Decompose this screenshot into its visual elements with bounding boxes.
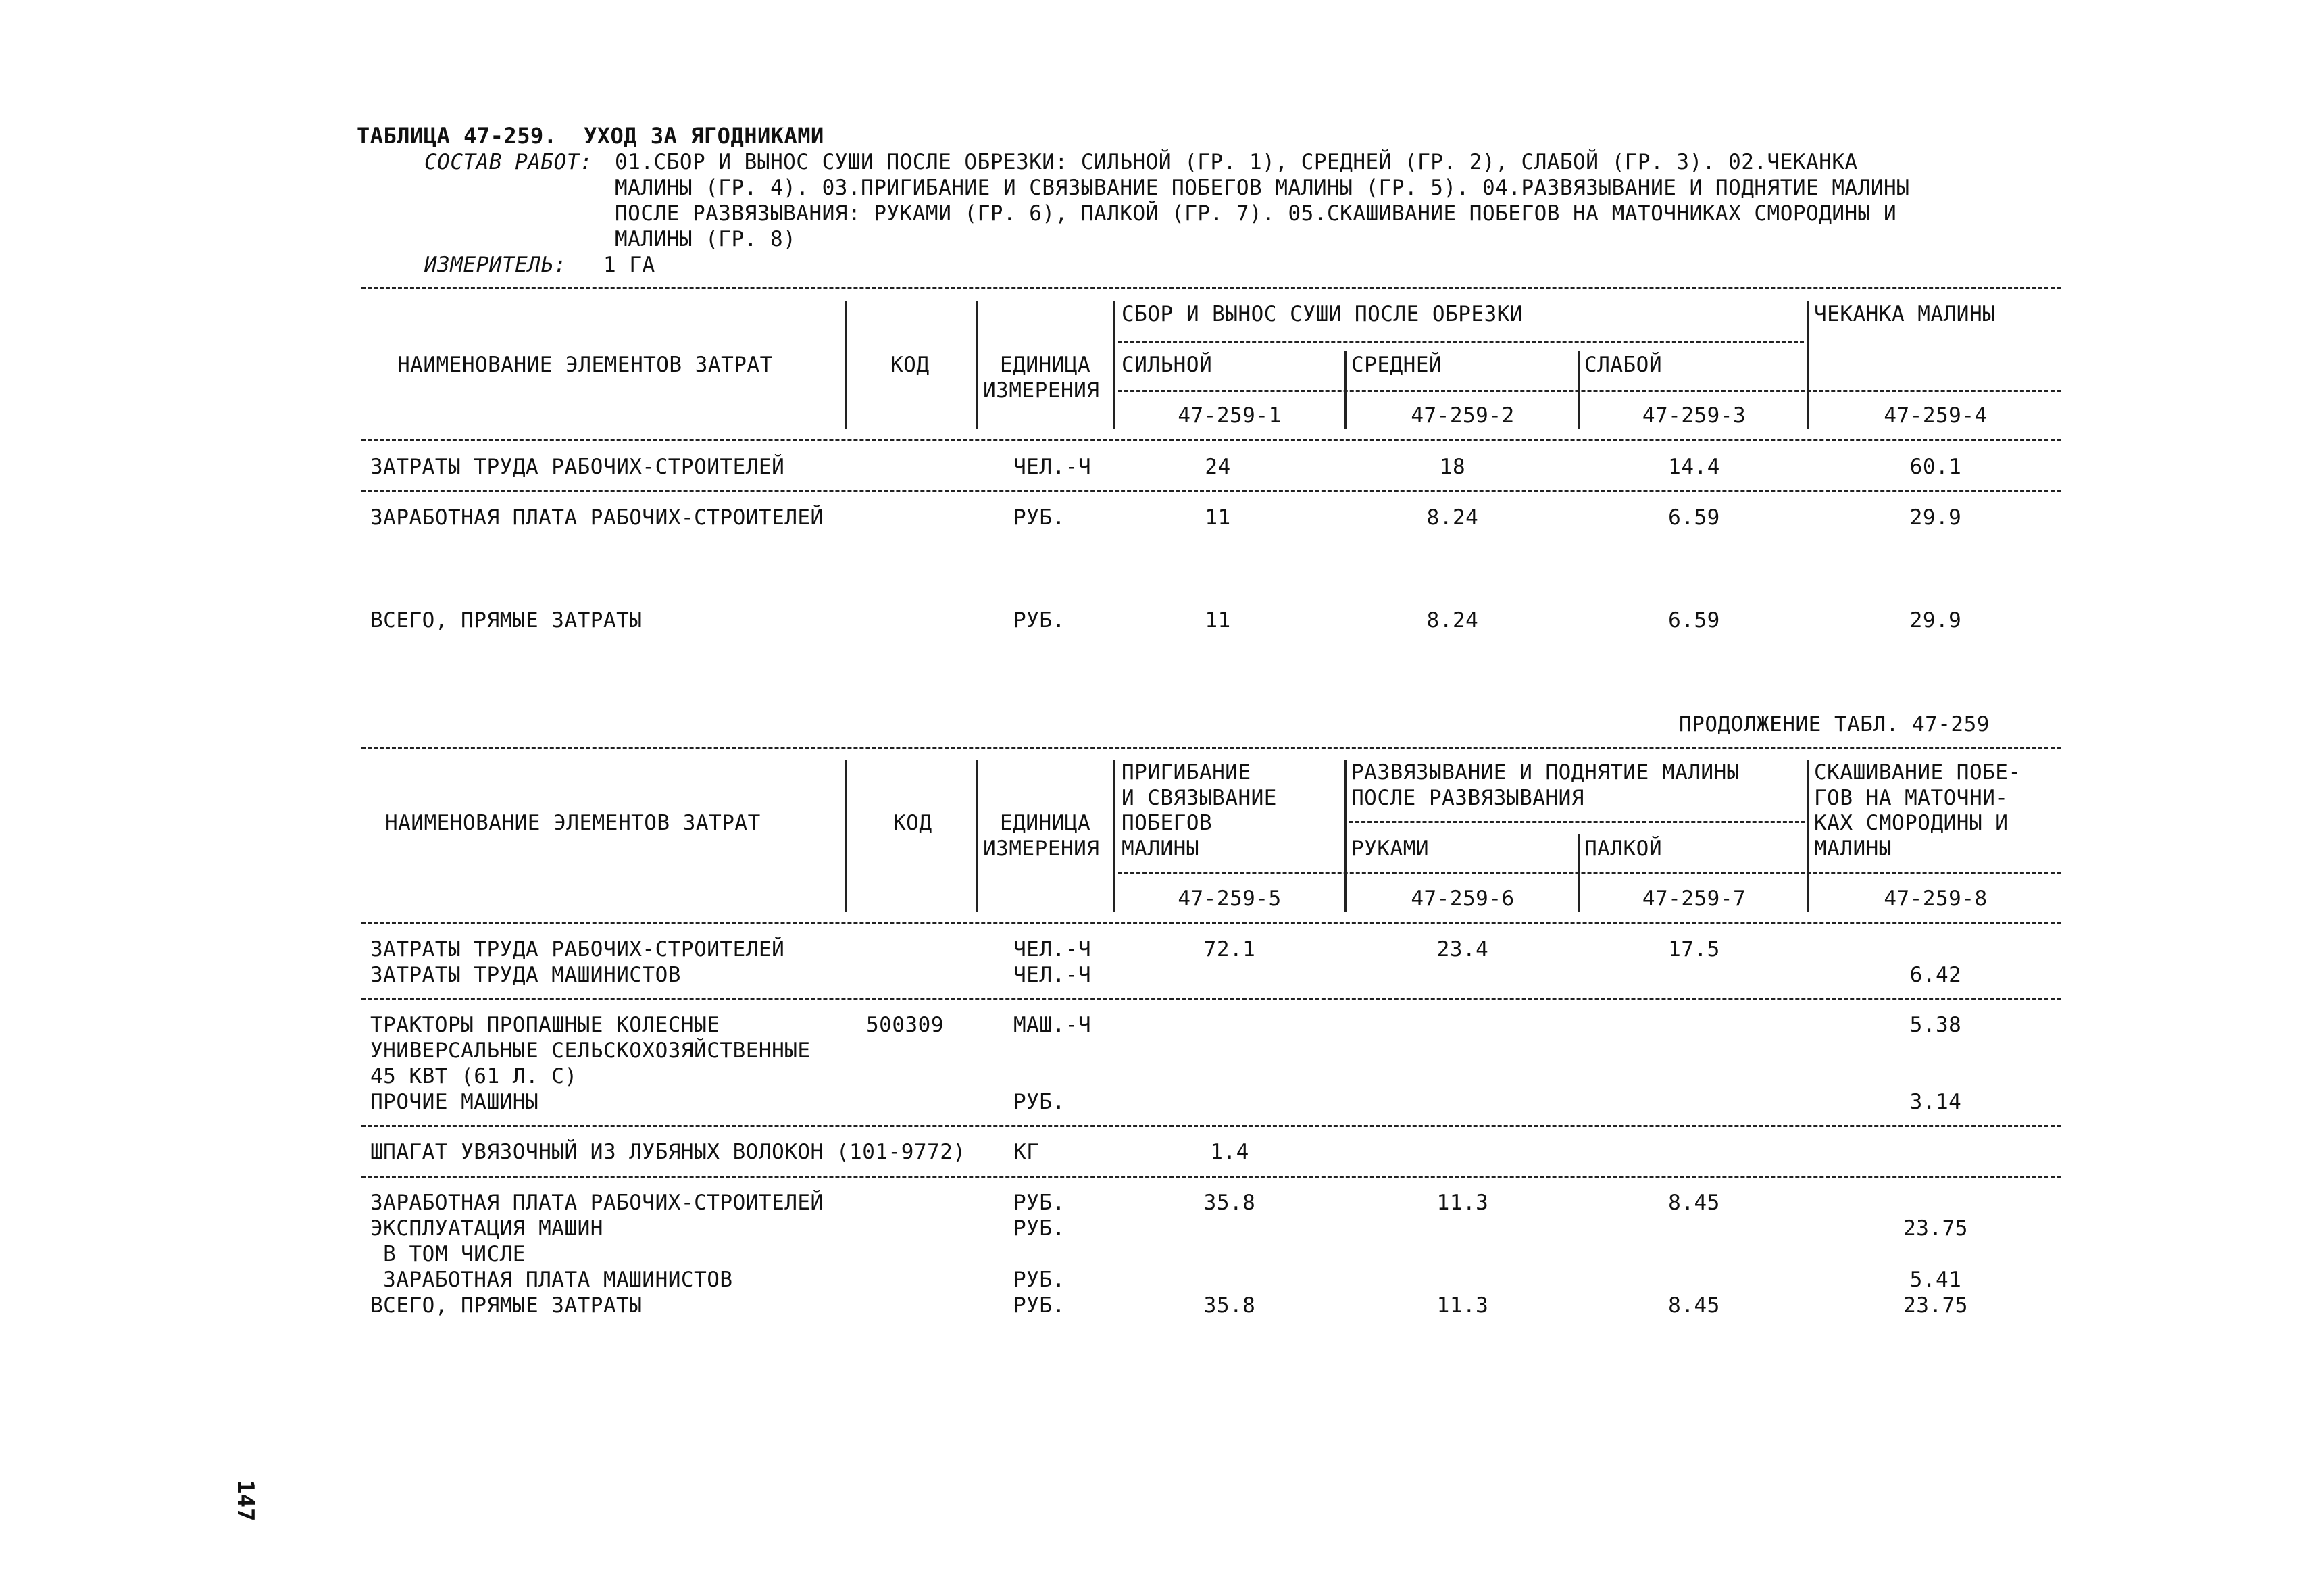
row-value: 23.4 xyxy=(1436,937,1489,962)
col-code: 47-259-5 xyxy=(1178,887,1282,911)
col-code: 47-259-2 xyxy=(1411,403,1515,428)
row-value: 6.42 xyxy=(1909,963,1962,987)
header-group: ПОСЛЕ РАЗВЯЗЫВАНИЯ xyxy=(1351,786,1584,810)
divider xyxy=(976,760,978,912)
col-code: 47-259-4 xyxy=(1884,403,1988,428)
composition-label: СОСТАВ РАБОТ: xyxy=(424,150,593,174)
header-unit: ЕДИНИЦА xyxy=(1000,811,1091,835)
row-name: ЗАТРАТЫ ТРУДА РАБОЧИХ-СТРОИТЕЛЕЙ xyxy=(370,937,785,962)
header-sub: РУКАМИ xyxy=(1351,837,1429,861)
measure-value: 1 ГА xyxy=(603,253,655,277)
row-name: ЗАТРАТЫ ТРУДА РАБОЧИХ-СТРОИТЕЛЕЙ xyxy=(370,455,785,479)
row-unit: РУБ. xyxy=(1013,1090,1065,1114)
row-name: ЭКСПЛУАТАЦИЯ МАШИН xyxy=(370,1216,603,1241)
header-group: СБОР И ВЫНОС СУШИ ПОСЛЕ ОБРЕЗКИ xyxy=(1122,302,1524,326)
divider xyxy=(361,287,2061,289)
divider xyxy=(1807,301,1809,429)
header-col5: МАЛИНЫ xyxy=(1122,837,1199,861)
header-sub: СРЕДНЕЙ xyxy=(1351,353,1442,377)
divider xyxy=(976,301,978,429)
row-value: 14.4 xyxy=(1668,455,1720,479)
header-sub: ПАЛКОЙ xyxy=(1584,837,1662,861)
row-unit: РУБ. xyxy=(1013,1268,1065,1292)
col-code: 47-259-8 xyxy=(1884,887,1988,911)
row-value: 5.41 xyxy=(1909,1268,1962,1292)
row-name: ПРОЧИЕ МАШИНЫ xyxy=(370,1090,539,1114)
row-name: УНИВЕРСАЛЬНЫЕ СЕЛЬСКОХОЗЯЙСТВЕННЫЕ xyxy=(370,1039,811,1063)
col-code: 47-259-1 xyxy=(1178,403,1282,428)
divider xyxy=(845,301,847,429)
header-name: НАИМЕНОВАНИЕ ЭЛЕМЕНТОВ ЗАТРАТ xyxy=(385,811,761,835)
col-code: 47-259-6 xyxy=(1411,887,1515,911)
header-unit: ИЗМЕРЕНИЯ xyxy=(983,837,1100,861)
row-value: 3.14 xyxy=(1909,1090,1962,1114)
header-col5: И СВЯЗЫВАНИЕ xyxy=(1122,786,1277,810)
header-sub: СИЛЬНОЙ xyxy=(1122,353,1213,377)
divider xyxy=(1344,760,1347,912)
composition-line: 01.СБОР И ВЫНОС СУШИ ПОСЛЕ ОБРЕЗКИ: СИЛЬНОЙ (ГР. 1), СРЕДНЕЙ (ГР. 2), СЛАБОЙ (ГР. 3). 02.ЧЕКАНКА xyxy=(615,150,1858,174)
row-unit: РУБ. xyxy=(1013,1293,1065,1318)
header-col8: ГОВ НА МАТОЧНИ- xyxy=(1814,786,2009,810)
header-code: КОД xyxy=(890,353,930,377)
divider xyxy=(1118,341,1804,343)
divider xyxy=(1113,301,1115,429)
header-col5: ПОБЕГОВ xyxy=(1122,811,1213,835)
row-value: 35.8 xyxy=(1203,1191,1256,1215)
header-unit: ИЗМЕРЕНИЯ xyxy=(983,378,1100,403)
col-code: 47-259-7 xyxy=(1642,887,1746,911)
row-value: 11.3 xyxy=(1436,1293,1489,1318)
row-value: 5.38 xyxy=(1909,1013,1962,1037)
divider xyxy=(361,998,2061,1000)
row-value: 11 xyxy=(1205,608,1231,632)
divider xyxy=(1118,872,2061,874)
row-value: 8.24 xyxy=(1426,505,1479,530)
row-value: 17.5 xyxy=(1668,937,1720,962)
row-name: ЗАРАБОТНАЯ ПЛАТА МАШИНИСТОВ xyxy=(370,1268,733,1292)
composition-line: МАЛИНЫ (ГР. 4). 03.ПРИГИБАНИЕ И СВЯЗЫВАНИЕ ПОБЕГОВ МАЛИНЫ (ГР. 5). 04.РАЗВЯЗЫВАНИЕ И ПОДНЯТИЕ МАЛИНЫ xyxy=(615,176,1910,200)
row-name: ЗАТРАТЫ ТРУДА МАШИНИСТОВ xyxy=(370,963,681,987)
row-name: ВСЕГО, ПРЯМЫЕ ЗАТРАТЫ xyxy=(370,608,643,632)
row-value: 11.3 xyxy=(1436,1191,1489,1215)
header-col8: СКАШИВАНИЕ ПОБЕ- xyxy=(1814,760,2021,784)
row-unit: РУБ. xyxy=(1013,505,1065,530)
row-unit: ЧЕЛ.-Ч xyxy=(1013,455,1091,479)
divider xyxy=(1349,821,1805,823)
header-col8: КАХ СМОРОДИНЫ И xyxy=(1814,811,2009,835)
row-value: 72.1 xyxy=(1203,937,1256,962)
composition-line: ПОСЛЕ РАЗВЯЗЫВАНИЯ: РУКАМИ (ГР. 6), ПАЛКОЙ (ГР. 7). 05.СКАШИВАНИЕ ПОБЕГОВ НА МАТОЧНИКАХ СМОРОДИНЫ И xyxy=(615,201,1897,226)
continuation-label: ПРОДОЛЖЕНИЕ ТАБЛ. 47-259 xyxy=(1679,712,1990,737)
divider xyxy=(361,747,2061,749)
row-unit: ЧЕЛ.-Ч xyxy=(1013,937,1091,962)
page-number: 147 xyxy=(232,1480,259,1522)
row-unit: КГ xyxy=(1013,1140,1040,1164)
row-value: 29.9 xyxy=(1909,505,1962,530)
measure-label: ИЗМЕРИТЕЛЬ: xyxy=(424,253,567,277)
row-code: 500309 xyxy=(866,1013,944,1037)
header-code: КОД xyxy=(893,811,932,835)
header-name: НАИМЕНОВАНИЕ ЭЛЕМЕНТОВ ЗАТРАТ xyxy=(397,353,773,377)
header-group: РАЗВЯЗЫВАНИЕ И ПОДНЯТИЕ МАЛИНЫ xyxy=(1351,760,1740,784)
col-code: 47-259-3 xyxy=(1642,403,1746,428)
divider xyxy=(361,1125,2061,1127)
divider xyxy=(1118,390,2061,392)
row-value: 6.59 xyxy=(1668,608,1720,632)
divider xyxy=(1807,760,1809,912)
row-name: ШПАГАТ УВЯЗОЧНЫЙ ИЗ ЛУБЯНЫХ ВОЛОКОН (101-9772) xyxy=(370,1140,966,1164)
table-title: ТАБЛИЦА 47-259. УХОД ЗА ЯГОДНИКАМИ xyxy=(357,123,824,149)
row-value: 60.1 xyxy=(1909,455,1962,479)
row-name: 45 КВТ (61 Л. С) xyxy=(370,1064,578,1089)
divider xyxy=(1113,760,1115,912)
row-value: 11 xyxy=(1205,505,1231,530)
row-unit: ЧЕЛ.-Ч xyxy=(1013,963,1091,987)
divider xyxy=(361,1176,2061,1178)
header-sub: СЛАБОЙ xyxy=(1584,353,1662,377)
row-value: 8.45 xyxy=(1668,1293,1720,1318)
row-value: 18 xyxy=(1439,455,1466,479)
composition-line: МАЛИНЫ (ГР. 8) xyxy=(615,227,797,251)
header-col8: МАЛИНЫ xyxy=(1814,837,1892,861)
row-value: 24 xyxy=(1205,455,1231,479)
header-unit: ЕДИНИЦА xyxy=(1000,353,1091,377)
row-name: ВСЕГО, ПРЯМЫЕ ЗАТРАТЫ xyxy=(370,1293,643,1318)
row-value: 23.75 xyxy=(1903,1293,1968,1318)
row-value: 1.4 xyxy=(1210,1140,1249,1164)
row-value: 8.24 xyxy=(1426,608,1479,632)
row-name: ТРАКТОРЫ ПРОПАШНЫЕ КОЛЕСНЫЕ xyxy=(370,1013,720,1037)
row-unit: МАШ.-Ч xyxy=(1013,1013,1091,1037)
row-unit: РУБ. xyxy=(1013,1216,1065,1241)
header-col5: ПРИГИБАНИЕ xyxy=(1122,760,1251,784)
row-value: 6.59 xyxy=(1668,505,1720,530)
divider xyxy=(361,439,2061,441)
header-group: ЧЕКАНКА МАЛИНЫ xyxy=(1814,302,1996,326)
row-value: 23.75 xyxy=(1903,1216,1968,1241)
row-name: ЗАРАБОТНАЯ ПЛАТА РАБОЧИХ-СТРОИТЕЛЕЙ xyxy=(370,505,824,530)
row-value: 29.9 xyxy=(1909,608,1962,632)
row-unit: РУБ. xyxy=(1013,1191,1065,1215)
row-name: ЗАРАБОТНАЯ ПЛАТА РАБОЧИХ-СТРОИТЕЛЕЙ xyxy=(370,1191,824,1215)
row-value: 8.45 xyxy=(1668,1191,1720,1215)
divider xyxy=(845,760,847,912)
row-name: В ТОМ ЧИСЛЕ xyxy=(370,1242,526,1266)
row-value: 35.8 xyxy=(1203,1293,1256,1318)
divider xyxy=(361,922,2061,924)
divider xyxy=(361,490,2061,492)
row-unit: РУБ. xyxy=(1013,608,1065,632)
